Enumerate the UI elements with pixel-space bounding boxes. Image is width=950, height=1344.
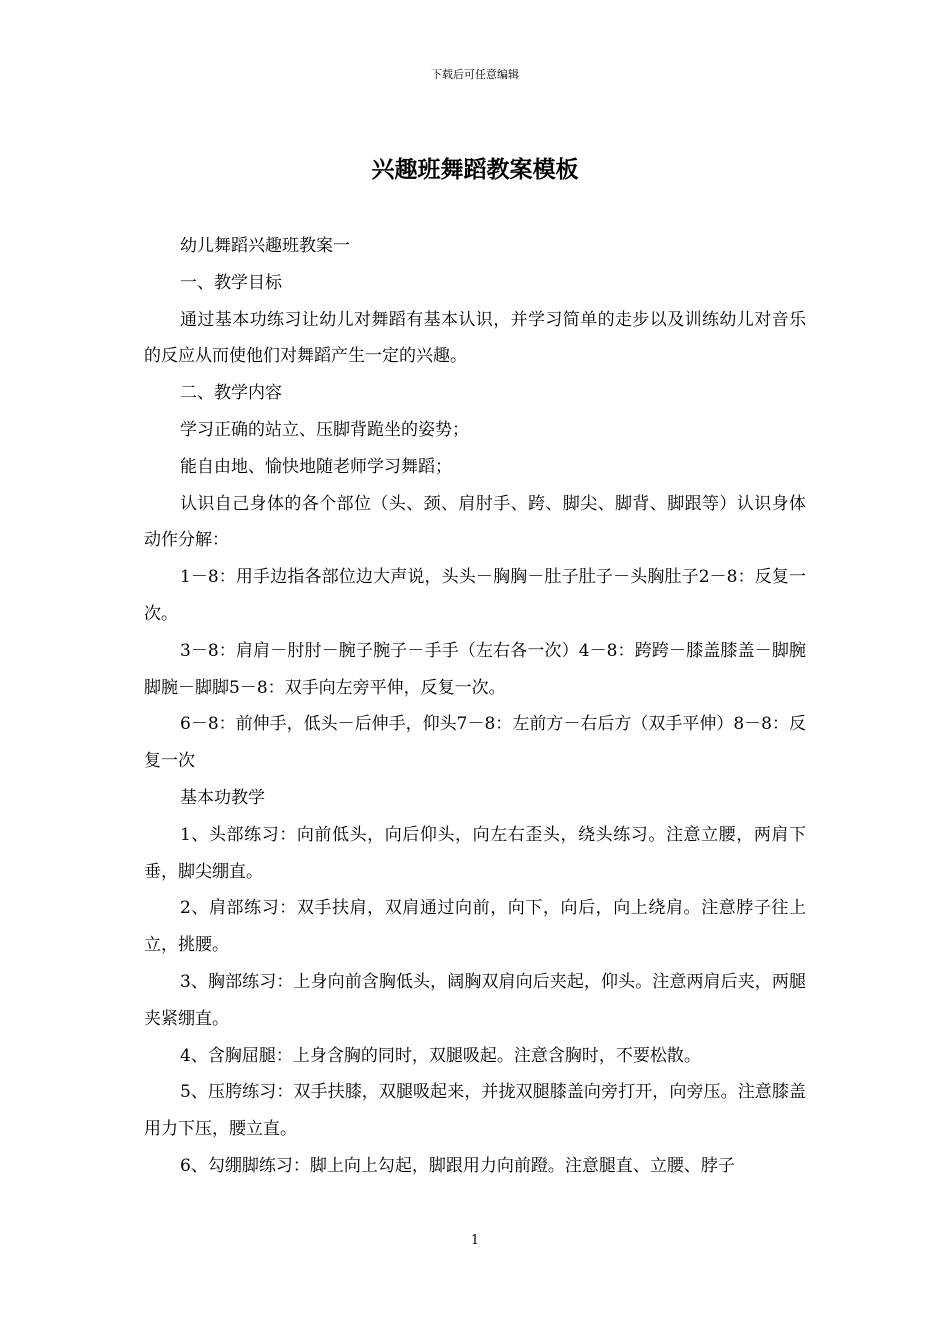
paragraph-exercise: 2、肩部练习：双手扶肩，双肩通过向前，向下，向后，向上绕肩。注意脖子往上立，挑腰。 bbox=[144, 898, 806, 956]
paragraph-content-item: 认识自己身体的各个部位（头、颈、肩肘手、跨、脚尖、脚背、脚跟等）认识身体动作分解： bbox=[144, 493, 806, 551]
paragraph-exercise: 3、胸部练习：上身向前含胸低头，阔胸双肩向后夹起，仰头。注意两肩后夹，两腿夹紧绷直。 bbox=[144, 971, 806, 1029]
paragraph-lesson-heading: 幼儿舞蹈兴趣班教案一 bbox=[180, 236, 350, 256]
paragraph-movement-step: 3－8：肩肩－肘肘－腕子腕子－手手（左右各一次）4－8：跨跨－膝盖膝盖－脚腕脚腕－脚脚5－8：双手向左旁平伸，反复一次。 bbox=[144, 640, 806, 698]
document-title: 兴趣班舞蹈教案模板 bbox=[371, 156, 579, 183]
paragraph-movement-step: 1－8：用手边指各部位边大声说，头头－胸胸－肚子肚子－头胸肚子2－8：反复一次。 bbox=[144, 567, 806, 624]
paragraph-content-item: 能自由地、愉快地随老师学习舞蹈； bbox=[180, 456, 452, 477]
paragraph-goals-text: 通过基本功练习让幼儿对舞蹈有基本认识，并学习简单的走步以及训练幼儿对音乐的反应从而使他们对舞蹈产生一定的兴趣。 bbox=[144, 309, 806, 367]
paragraph-section-goals: 一、教学目标 bbox=[180, 272, 282, 293]
paragraph-exercise: 1、头部练习：向前低头，向后仰头，向左右歪头，绕头练习。注意立腰，两肩下垂，脚尖绷直。 bbox=[144, 824, 806, 882]
paragraph-exercise: 5、压胯练习：双手扶膝，双腿吸起来，并拢双腿膝盖向旁打开，向旁压。注意膝盖用力下压，腰立直。 bbox=[144, 1082, 806, 1140]
document-body bbox=[144, 228, 806, 1185]
paragraph-exercise: 6、勾绷脚练习：脚上向上勾起，脚跟用力向前蹬。注意腿直、立腰、脖子 bbox=[180, 1155, 735, 1176]
paragraph-content-item: 学习正确的站立、压脚背跪坐的姿势； bbox=[180, 419, 469, 440]
paragraph-exercise: 4、含胸屈腿：上身含胸的同时，双腿吸起。注意含胸时，不要松散。 bbox=[180, 1045, 701, 1066]
page-number: 1 bbox=[470, 1233, 480, 1248]
paragraph-section-basics: 基本功教学 bbox=[180, 787, 265, 808]
page-header-note: 下载后可任意编辑 bbox=[431, 68, 519, 81]
paragraph-movement-step: 6－8：前伸手，低头－后伸手，仰头7－8：左前方－右后方（双手平伸）8－8：反复一次 bbox=[144, 714, 806, 772]
paragraph-section-content: 二、教学内容 bbox=[180, 383, 282, 404]
